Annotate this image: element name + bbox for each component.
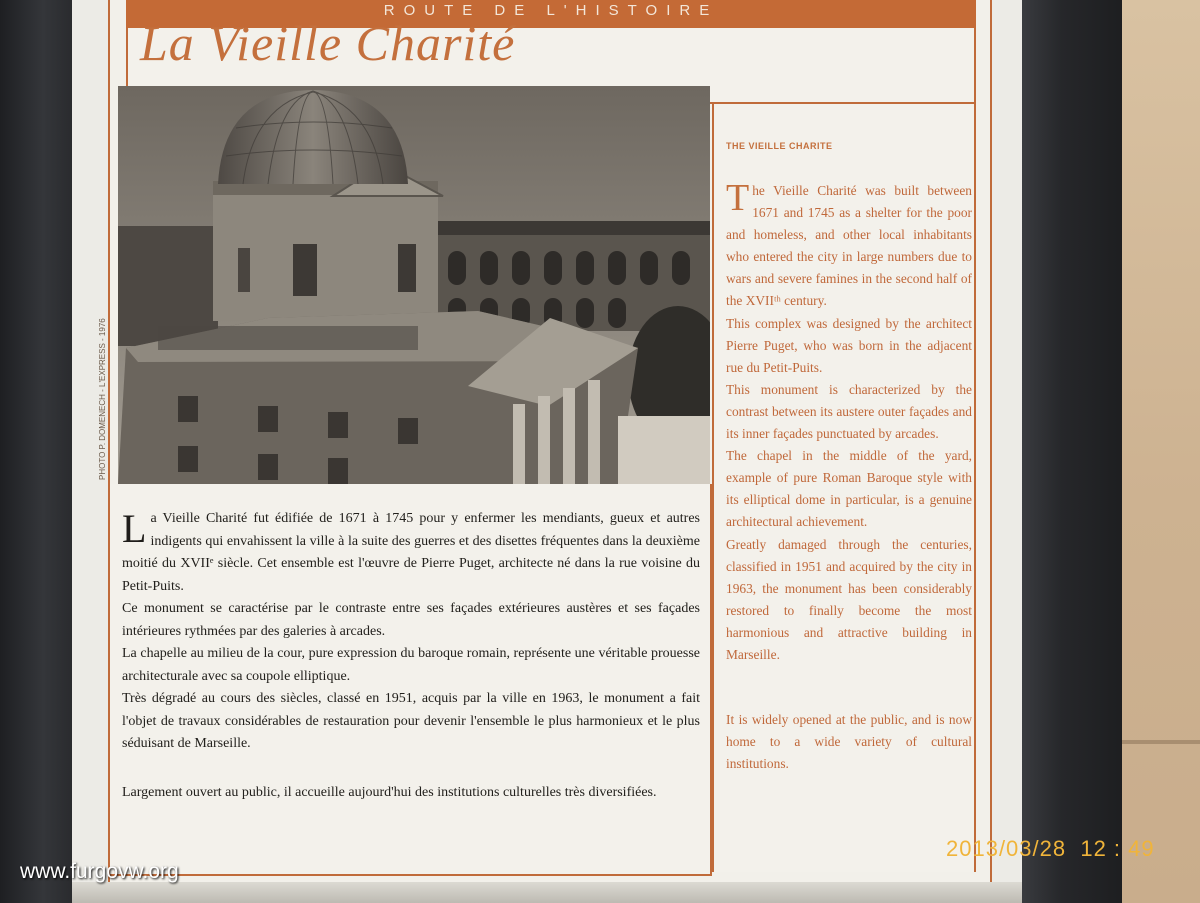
english-paragraph-1: [726, 177, 972, 313]
english-paragraph-4: The chapel in the middle of the yard, example of pure Roman Baroque style with its elliptical dome in particular, is a genuine architectural achievement.: [726, 448, 972, 530]
french-paragraph-1-text: a Vieille Charité fut édifiée de 1671 à 1745 pour y enfermer les mendiants, gueux et autres indigents qui envahissent la ville à la suite des guerres et des disettes fréquentes dans la deuxième moitié du XVIIᵉ siècle. Cet ensemble est l'œuvre de Pierre Puget, architecte né dans la rue voisine du Petit-Puits.: [122, 511, 700, 594]
photo-credit: PHOTO P. DOMENECH - L'EXPRESS - 1976: [98, 318, 107, 480]
french-paragraph-2: Ce monument se caractérise par le contraste entre ses façades extérieures austères et ses façades intérieures rythmées par des galeries à arcades.: [122, 601, 700, 639]
french-paragraph-5: Largement ouvert au public, il accueille aujourd'hui des institutions culturelles très diversifiées.: [122, 785, 657, 800]
header-strip: ROUTE DE L'HISTOIRE: [126, 0, 976, 28]
english-paragraph-3: This monument is characterized by the contrast between its austere outer façades and its inner façades punctuated by arcades.: [726, 381, 972, 442]
english-paragraph-1-text: he Vieille Charité was built between 1671 and 1745 as a shelter for the poor and homeless, and other local inhabitants who entered the city in large numbers due to wars and severe famines in the second half of the XVIIᵗʰ century.: [726, 183, 972, 309]
panel-bottom-edge: [72, 882, 1022, 903]
english-paragraph-6: It is widely opened at the public, and is now home to a wide variety of cultural institutions.: [726, 712, 972, 772]
sign-frame-left: [0, 0, 72, 903]
french-text: [122, 508, 700, 756]
french-paragraph-1: [122, 508, 700, 598]
stone-wall: [1122, 0, 1200, 903]
english-dropcap: T: [726, 177, 750, 219]
sign-frame-right: [1020, 0, 1125, 903]
english-text: [726, 177, 972, 666]
french-paragraph-4: Très dégradé au cours des siècles, classé en 1951, acquis par la ville en 1963, le monument a fait l'objet de travaux considérables de restauration pour devenir l'ensemble le plus harmonieux et le plus séduisant de Marseille.: [122, 691, 700, 751]
watermark: www.furgovw.org: [20, 860, 179, 883]
page-title: La Vieille Charité: [140, 15, 516, 71]
french-dropcap: L: [122, 506, 147, 551]
date-stamp: 2013/03/28 12 : 49: [946, 836, 1155, 861]
french-paragraph-3: La chapelle au milieu de la cour, pure expression du baroque romain, représente une véritable prouesse architecturale avec sa coupole elliptique.: [122, 646, 700, 684]
english-paragraph-2: This complex was designed by the architect Pierre Puget, who was born in the adjacent rue du Petit-Puits.: [726, 315, 972, 375]
historic-photo: [118, 86, 710, 484]
english-paragraph-5: Greatly damaged through the centuries, classified in 1951 and acquired by the city in 1963, the monument has been considerably restored to finally become the most harmonious and attractive building in Marseille.: [726, 536, 972, 662]
english-heading: THE VIEILLE CHARITE: [726, 141, 833, 151]
